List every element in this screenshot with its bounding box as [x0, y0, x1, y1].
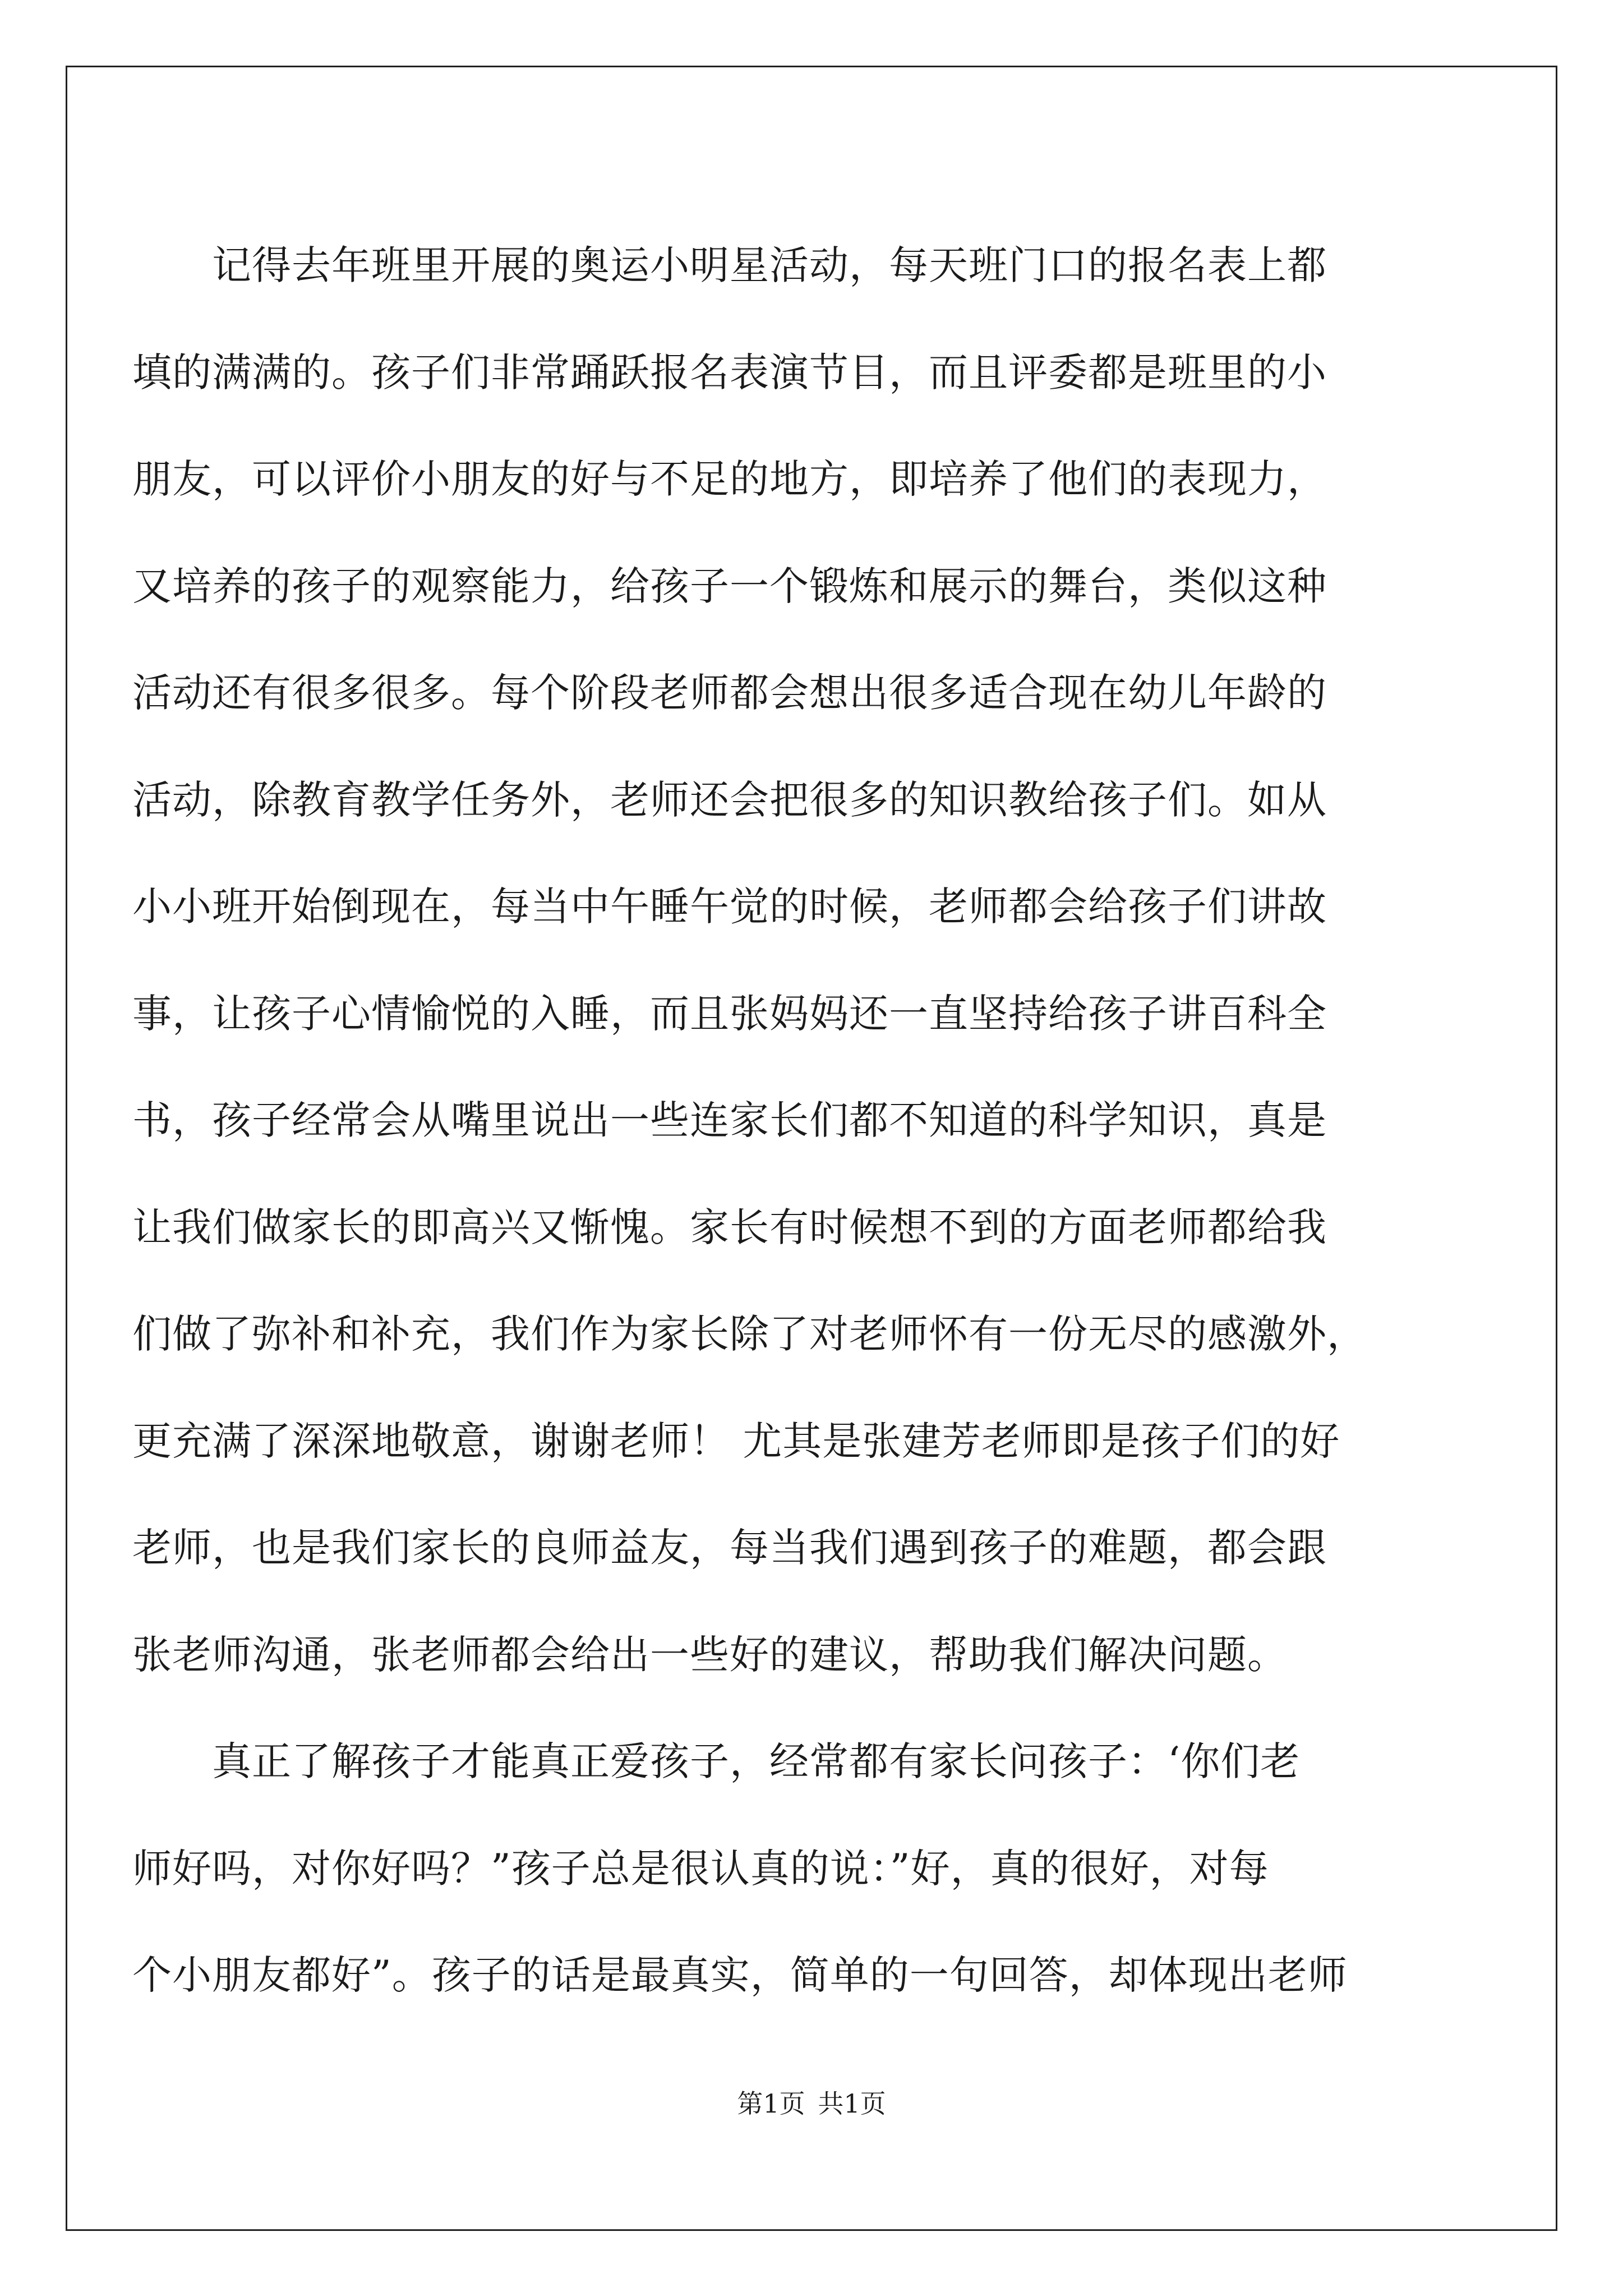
text-line: 更充满了深深地敬意，谢谢老师！ 尤其是张建芳老师即是孩子们的好	[132, 1418, 1340, 1464]
page-number: 第1页	[737, 2088, 805, 2119]
text-line: 老师，也是我们家长的良师益友，每当我们遇到孩子的难题，都会跟	[132, 1525, 1327, 1571]
total-pages: 共1页	[818, 2088, 886, 2119]
text-line: 张老师沟通，张老师都会给出一些好的建议，帮助我们解决问题。	[132, 1631, 1287, 1678]
text-line: 活动还有很多很多。每个阶段老师都会想出很多适合现在幼儿年龄的	[132, 670, 1327, 716]
text-line: 事，让孩子心情愉悦的入睡，而且张妈妈还一直坚持给孩子讲百科全	[132, 990, 1327, 1037]
document-body	[132, 212, 1433, 2029]
text-line: 师好吗，对你好吗？”孩子总是很认真的说：”好，真的很好，对每	[132, 1845, 1269, 1892]
text-line: 又培养的孩子的观察能力，给孩子一个锻炼和展示的舞台，类似这种	[132, 563, 1327, 609]
text-line: 朋友，可以评价小朋友的好与不足的地方，即培养了他们的表现力，	[132, 456, 1327, 502]
text-line: 活动，除教育教学任务外，老师还会把很多的知识教给孩子们。如从	[132, 776, 1327, 823]
text-line: 让我们做家长的即高兴又惭愧。家长有时候想不到的方面老师都给我	[132, 1204, 1327, 1250]
text-line: 填的满满的。孩子们非常踊跃报名表演节目，而且评委都是班里的小	[132, 349, 1327, 395]
text-line: 们做了弥补和补充，我们作为家长除了对老师怀有一份无尽的感激外，	[132, 1311, 1367, 1357]
text-line: 个小朋友都好”。孩子的话是最真实，简单的一句回答，却体现出老师	[132, 1952, 1348, 1998]
text-line: 书，孩子经常会从嘴里说出一些连家长们都不知道的科学知识，真是	[132, 1097, 1327, 1143]
text-line: 记得去年班里开展的奥运小明星活动，每天班门口的报名表上都	[132, 242, 1327, 288]
page-footer	[0, 2087, 1623, 2120]
text-line: 真正了解孩子才能真正爱孩子，经常都有家长问孩子：‘你们老	[132, 1738, 1301, 1784]
text-line: 小小班开始倒现在，每当中午睡午觉的时候，老师都会给孩子们讲故	[132, 884, 1327, 930]
